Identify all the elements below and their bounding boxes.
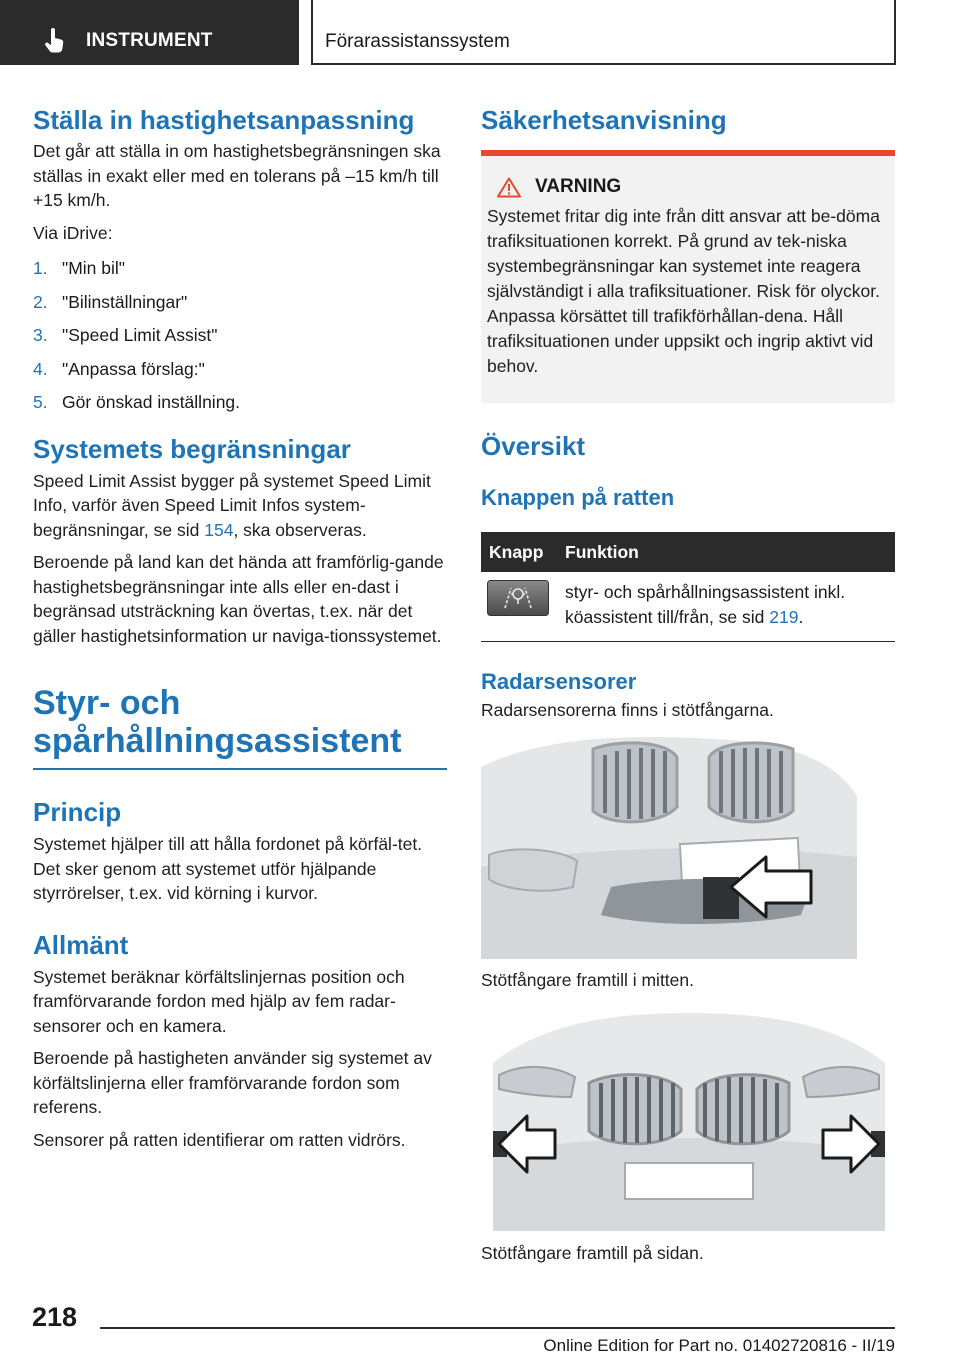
heading-safety-note: Säkerhetsanvisning (481, 105, 727, 135)
heading-radar-sensors: Radarsensorer (481, 669, 637, 694)
page-link-154[interactable]: 154 (204, 519, 234, 540)
para-country-limits: Beroende på land kan det hända att framförlig-gande hastighetsbegränsningar inte alls eller en-dast i begränsad utsträckning kan övertas, t.ex. när det gäller hastighetsinformation ur naviga-tionssystemet. (33, 552, 444, 646)
table-row: styr- och spårhållningsassistent inkl. köassistent till/från, se sid 219. (481, 572, 895, 642)
list-item: 5. Gör önskad inställning. (33, 392, 241, 412)
page-link-219[interactable]: 219 (769, 606, 799, 627)
para-general-3: Sensorer på ratten identifierar om ratten vidrörs. (33, 1129, 406, 1150)
para-principle: Systemet hjälper till att hålla fordonet på körfäl-tet. Det sker genom att systemet utför hjälpande styrrörelser, t.ex. vid körning i kurvor. (33, 834, 423, 903)
para-radar-sensors: Radarsensorerna finns i stötfångarna. (481, 700, 774, 720)
left-column (33, 100, 447, 1152)
heading-general: Allmänt (33, 929, 129, 960)
para-tolerance: Det går att ställa in om hastighetsbegränsningen ska ställas in exakt eller med en tolerans på –15 km/h till +15 km/h. (33, 141, 441, 210)
list-item: 4. "Anpassa förslag:" (33, 358, 205, 379)
caption-bumper-side: Stötfångare framtill på sidan. (481, 1243, 704, 1263)
lane-assist-button-icon (487, 580, 549, 616)
table-header-function: Funktion (557, 532, 895, 572)
heading-principle: Princip (33, 797, 122, 827)
list-item: 1. "Min bil" (33, 258, 125, 278)
heading-speed-adaptation: Ställa in hastighetsanpassning (33, 105, 415, 135)
list-item: 2. "Bilinställningar" (33, 291, 188, 312)
table-cell-function: styr- och spårhållningsassistent inkl. köassistent till/från, se sid (565, 582, 846, 627)
button-function-table (481, 532, 895, 642)
header-section-label: Förarassistanssystem (325, 31, 510, 52)
hand-pointer-icon (42, 28, 66, 54)
para-general-2: Beroende på hastigheten använder sig systemet av körfältslinjerna eller framförvarande fordon som referens. (33, 1048, 432, 1117)
heading-overview: Översikt (481, 431, 586, 461)
idrive-steps-list (33, 256, 447, 415)
caption-bumper-center: Stötfångare framtill i mitten. (481, 969, 694, 990)
list-item: 3. "Speed Limit Assist" (33, 325, 218, 345)
warning-title: VARNING (535, 176, 622, 197)
bumper-side-photo (493, 1013, 885, 1231)
warning-text: Systemet fritar dig inte från ditt ansvar att be-döma trafiksituationen korrekt. På grund av tek-niska systembegränsningar kan systemet inte reagera självständigt i alla trafiksituationer. Risk för olyckor. Anpassa körsättet till trafikförhållan-dena. Håll trafiksituationen under uppsikt och ingrip aktivt vid behov. (487, 206, 880, 376)
heading-steering-button: Knappen på ratten (481, 485, 675, 510)
heading-lane-assist: Styr- och spårhållningsassistent (33, 684, 402, 760)
header-chapter-label: INSTRUMENT (86, 30, 213, 51)
right-column (481, 100, 895, 1266)
para-general-1: Systemet beräknar körfältslinjernas position och framförvarande fordon med hjälp av fem radar-sensorer och en kamera. (33, 966, 405, 1036)
warning-box (481, 150, 895, 403)
footer-edition: Online Edition for Part no. 01402720816 - II/19 (543, 1336, 895, 1355)
heading-underline (33, 768, 447, 770)
bumper-center-photo (481, 737, 857, 959)
para-speed-limit-info: Speed Limit Assist bygger på systemet Speed Limit Info, varför även Speed Limit Infos system-begränsningar, se sid 154, ska observeras. (33, 470, 431, 540)
footer-rule (100, 1327, 895, 1329)
page-number: 218 (32, 1302, 78, 1332)
table-header-button: Knapp (481, 532, 557, 572)
warning-triangle-icon (497, 177, 521, 198)
heading-system-limits: Systemets begränsningar (33, 433, 351, 464)
para-via-idrive: Via iDrive: (33, 222, 113, 243)
